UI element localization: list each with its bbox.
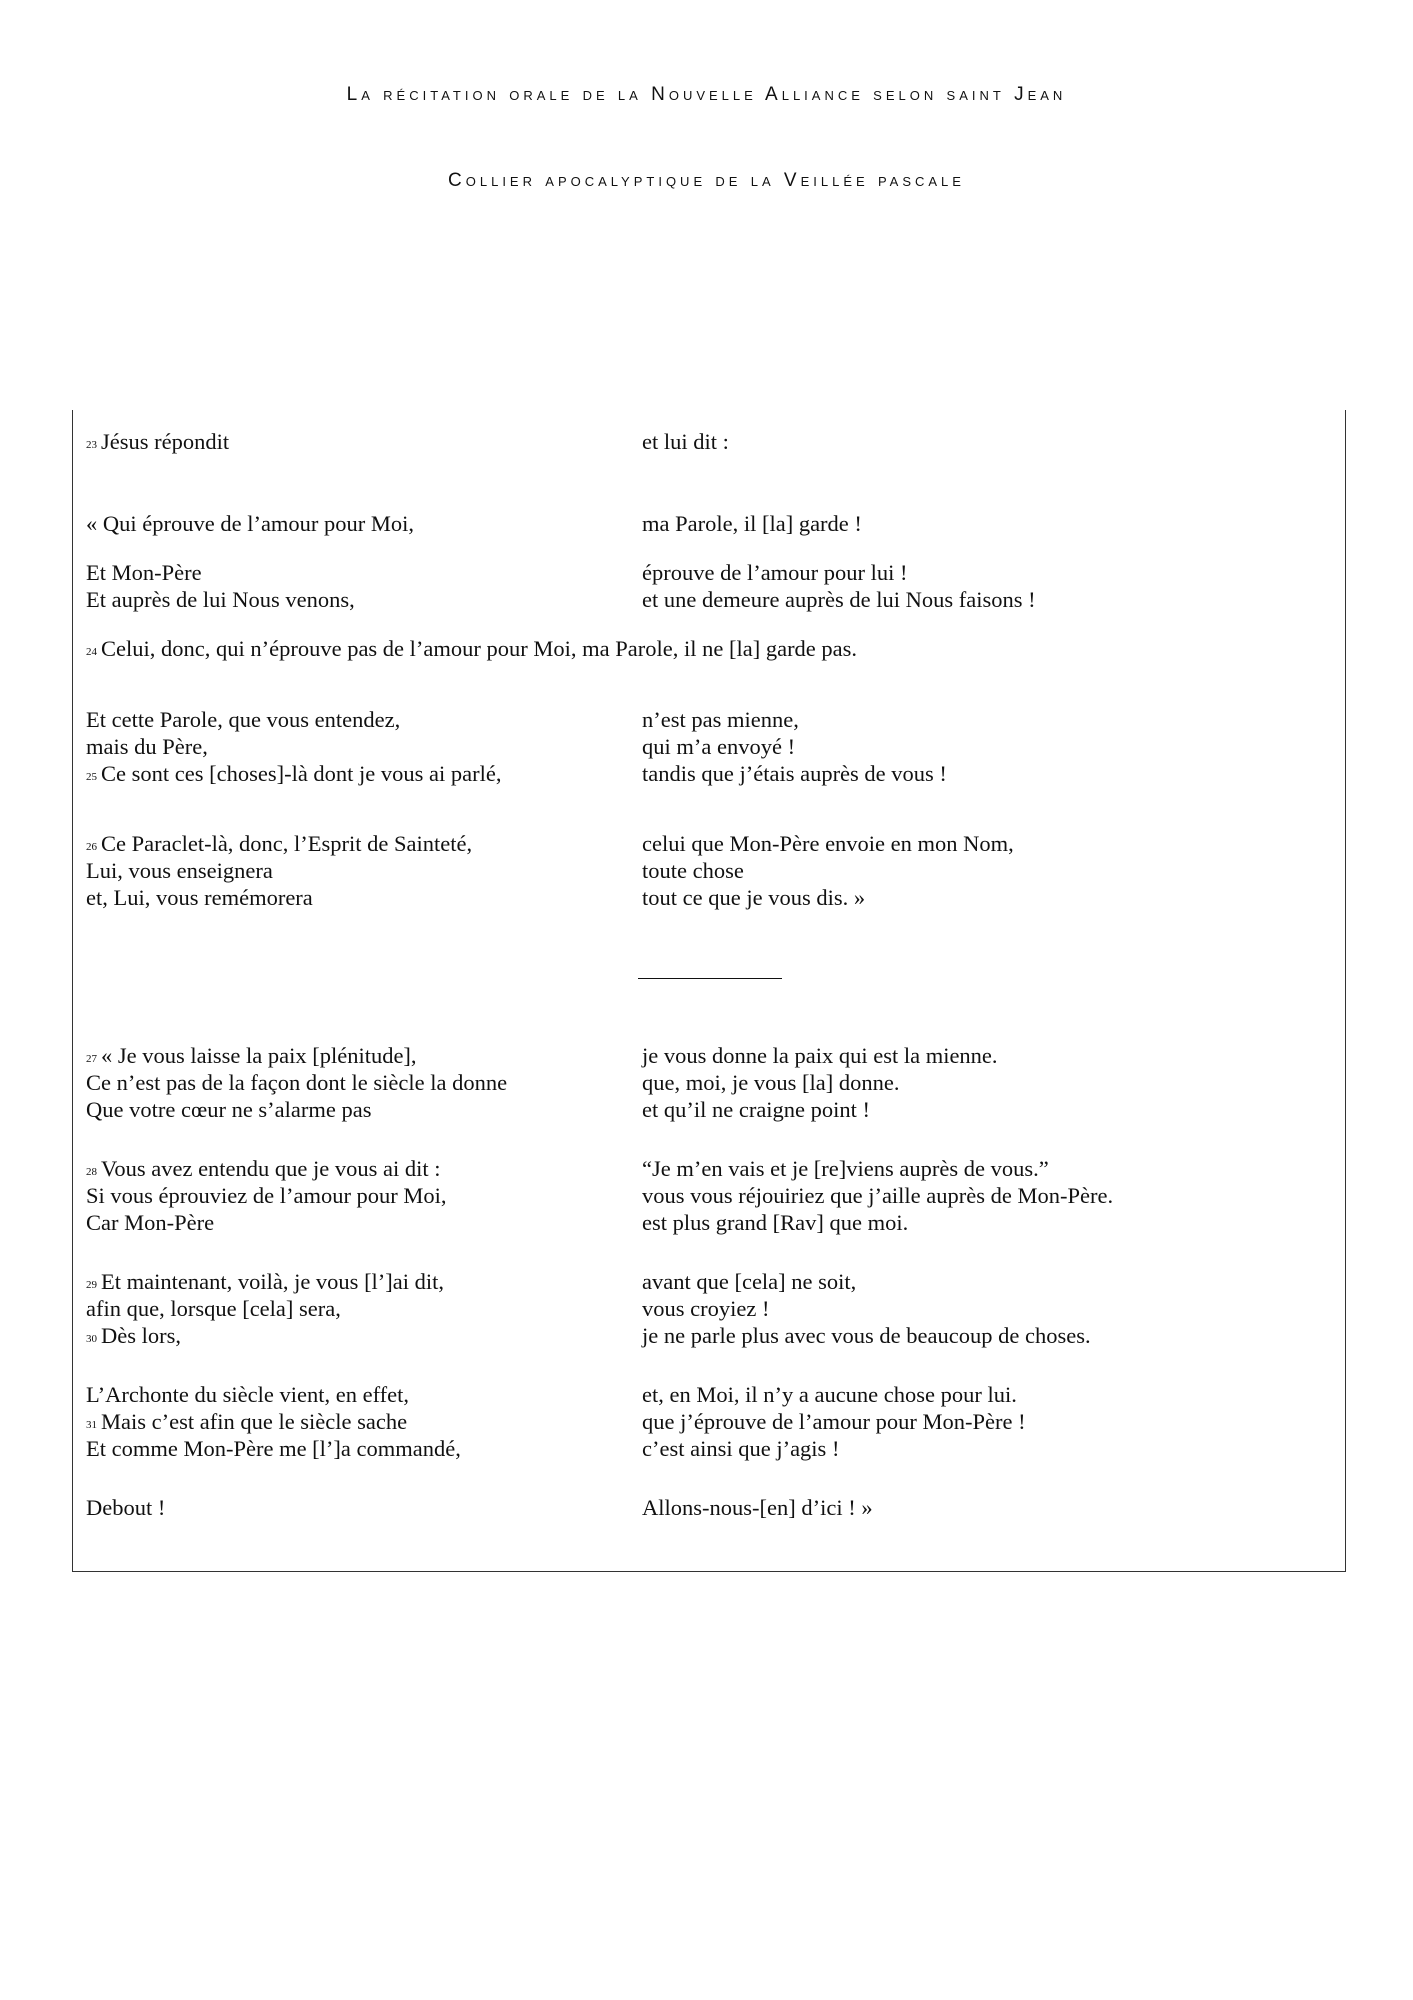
verse-right-column: et une demeure auprès de lui Nous faisons ! xyxy=(642,587,1036,612)
verse-text: Car Mon-Père xyxy=(86,1210,215,1235)
verse-number: 24 xyxy=(86,646,97,658)
verse-left-column xyxy=(86,733,208,761)
document-title: La récitation orale de la Nouvelle Alliance selon saint Jean xyxy=(346,84,1067,105)
verse-left-column xyxy=(86,510,414,538)
verse-row xyxy=(86,1155,1326,1183)
verse-row xyxy=(86,559,1326,587)
verse-text: Ce n’est pas de la façon dont le siècle la donne xyxy=(86,1070,508,1095)
verse-right-column: n’est pas mienne, xyxy=(642,707,799,732)
verse-text: Et auprès de lui Nous venons, xyxy=(86,587,355,612)
verse-number: 25 xyxy=(86,771,97,783)
verse-row xyxy=(86,733,1326,761)
verse-right-column: tout ce que je vous dis. » xyxy=(642,885,866,910)
verse-right-column: vous vous réjouiriez que j’aille auprès de Mon-Père. xyxy=(642,1183,1114,1208)
verse-full-line xyxy=(86,635,857,666)
verse-row xyxy=(86,586,1326,614)
verse-text: Que votre cœur ne s’alarme pas xyxy=(86,1097,372,1122)
verse-row xyxy=(86,1096,1326,1124)
verse-right-column: c’est ainsi que j’agis ! xyxy=(642,1436,840,1461)
verse-left-column xyxy=(86,428,229,459)
verse-text: « Je vous laisse la paix [plénitude], xyxy=(101,1043,417,1068)
verse-text: Lui, vous enseignera xyxy=(86,858,273,883)
verse-text: Et maintenant, voilà, je vous [l’]ai dit, xyxy=(101,1269,445,1294)
verse-text: Ce sont ces [choses]-là dont je vous ai parlé, xyxy=(101,761,502,786)
verse-text: L’Archonte du siècle vient, en effet, xyxy=(86,1382,410,1407)
verse-left-column xyxy=(86,1209,214,1237)
verse-row xyxy=(86,884,1326,912)
verse-number: 26 xyxy=(86,841,97,853)
verse-number: 30 xyxy=(86,1333,97,1345)
verse-right-column: et lui dit : xyxy=(642,429,729,454)
verse-row xyxy=(86,857,1326,885)
verse-row xyxy=(86,1182,1326,1210)
verse-right-column: éprouve de l’amour pour lui ! xyxy=(642,560,908,585)
verse-text: Jésus répondit xyxy=(101,429,230,454)
verse-right-column: je vous donne la paix qui est la mienne. xyxy=(642,1043,998,1068)
verse-text: Et cette Parole, que vous entendez, xyxy=(86,707,401,732)
verse-right-column: tandis que j’étais auprès de vous ! xyxy=(642,761,947,786)
verse-row xyxy=(86,1435,1326,1463)
verse-left-column xyxy=(86,1096,372,1124)
verse-number: 23 xyxy=(86,439,97,451)
verse-row xyxy=(86,1268,1326,1296)
verse-left-column xyxy=(86,760,502,791)
verse-text: mais du Père, xyxy=(86,734,208,759)
section-separator xyxy=(638,978,782,979)
verse-row xyxy=(86,760,1326,788)
verse-left-column xyxy=(86,559,202,587)
document-subtitle: Collier apocalyptique de la Veillée pascale xyxy=(448,170,965,191)
verse-left-column xyxy=(86,857,273,885)
verse-number: 31 xyxy=(86,1419,97,1431)
verse-right-column: avant que [cela] ne soit, xyxy=(642,1269,857,1294)
verse-text: Vous avez entendu que je vous ai dit : xyxy=(101,1156,441,1181)
verse-right-column: vous croyiez ! xyxy=(642,1296,770,1321)
verse-row xyxy=(86,428,1326,456)
verse-left-column xyxy=(86,706,400,734)
verse-text: Et comme Mon-Père me [l’]a commandé, xyxy=(86,1436,461,1461)
verse-right-column: celui que Mon-Père envoie en mon Nom, xyxy=(642,831,1014,856)
verse-text: Debout ! xyxy=(86,1495,166,1520)
verse-row xyxy=(86,1408,1326,1436)
verse-left-column xyxy=(86,1322,181,1353)
verse-right-column: et qu’il ne craigne point ! xyxy=(642,1097,871,1122)
verse-right-column: et, en Moi, il n’y a aucune chose pour lui. xyxy=(642,1382,1017,1407)
verse-left-column xyxy=(86,1295,341,1323)
verse-text: et, Lui, vous remémorera xyxy=(86,885,313,910)
verse-row xyxy=(86,1322,1326,1350)
verse-left-column xyxy=(86,586,355,614)
verse-text: Celui, donc, qui n’éprouve pas de l’amour pour Moi, ma Parole, il ne [la] garde pas. xyxy=(101,636,858,661)
verse-number: 28 xyxy=(86,1166,97,1178)
verse-text: Si vous éprouviez de l’amour pour Moi, xyxy=(86,1183,447,1208)
verse-text: Dès lors, xyxy=(101,1323,181,1348)
verse-text: Et Mon-Père xyxy=(86,560,202,585)
verse-right-column: que j’éprouve de l’amour pour Mon-Père ! xyxy=(642,1409,1026,1434)
verse-left-column xyxy=(86,1381,409,1409)
verse-right-column: ma Parole, il [la] garde ! xyxy=(642,511,862,536)
verse-left-column xyxy=(86,1435,461,1463)
verse-row xyxy=(86,830,1326,858)
verse-right-column: Allons-nous-[en] d’ici ! » xyxy=(642,1495,873,1520)
verse-right-column: que, moi, je vous [la] donne. xyxy=(642,1070,900,1095)
verse-text: « Qui éprouve de l’amour pour Moi, xyxy=(86,511,415,536)
verse-row xyxy=(86,510,1326,538)
verse-right-column: est plus grand [Rav] que moi. xyxy=(642,1210,909,1235)
verse-row xyxy=(86,1209,1326,1237)
verse-text: Ce Paraclet-là, donc, l’Esprit de Sainteté, xyxy=(101,831,473,856)
verse-right-column: toute chose xyxy=(642,858,744,883)
verse-right-column: qui m’a envoyé ! xyxy=(642,734,796,759)
verse-text: Mais c’est afin que le siècle sache xyxy=(101,1409,408,1434)
verse-left-column xyxy=(86,884,313,912)
verse-row xyxy=(86,1042,1326,1070)
verse-row xyxy=(86,1494,1326,1522)
verse-left-column xyxy=(86,1494,165,1522)
verse-row xyxy=(86,635,1326,663)
verse-text: afin que, lorsque [cela] sera, xyxy=(86,1296,341,1321)
verse-number: 29 xyxy=(86,1279,97,1291)
verse-row xyxy=(86,1069,1326,1097)
verse-left-column xyxy=(86,1069,507,1097)
verse-number: 27 xyxy=(86,1053,97,1065)
verse-row xyxy=(86,706,1326,734)
verse-right-column: “Je m’en vais et je [re]viens auprès de vous.” xyxy=(642,1156,1049,1181)
verse-row xyxy=(86,1381,1326,1409)
verse-right-column: je ne parle plus avec vous de beaucoup de choses. xyxy=(642,1323,1091,1348)
verse-left-column xyxy=(86,1182,447,1210)
verse-row xyxy=(86,1295,1326,1323)
